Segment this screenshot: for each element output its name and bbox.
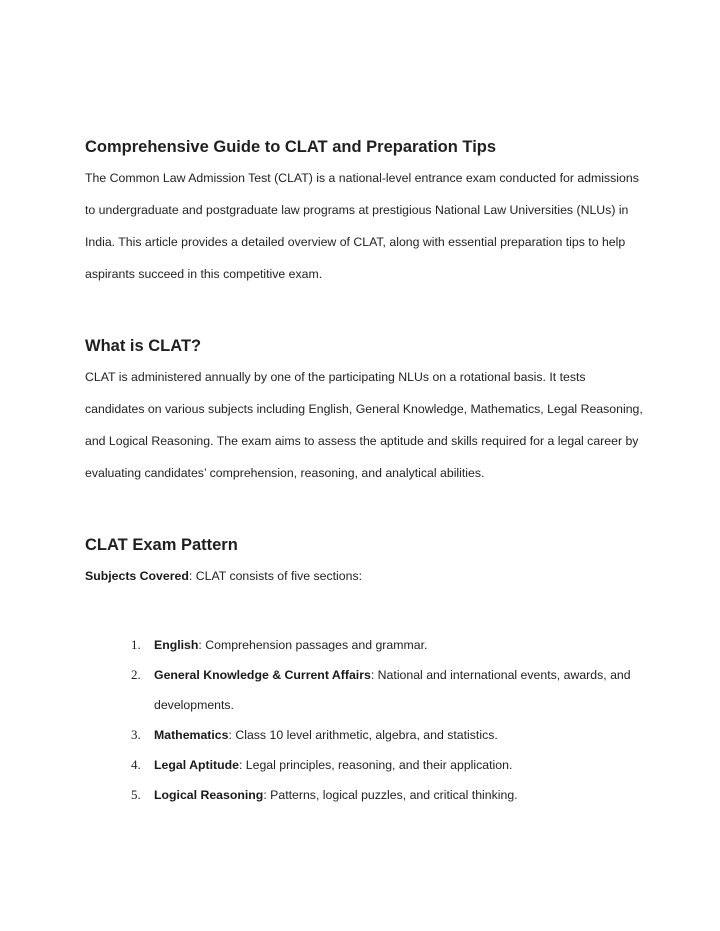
list-number: 1. — [131, 637, 141, 652]
article-title: Comprehensive Guide to CLAT and Preparation Tips — [85, 138, 497, 156]
list-item — [85, 750, 645, 780]
what-is-clat-paragraph: CLAT is administered annually by one of the participating NLUs on a rotational basis. It tests candidates on various subjects including English, General Knowledge, Mathematics, Legal Reasoning, and Logical Reasoning. The exam aims to assess the aptitude and skills required for a legal career by evaluating candidates’ comprehension, reasoning, and analytical abilities. — [85, 370, 643, 480]
subjects-covered-paragraph — [85, 560, 645, 592]
list-number: 2. — [131, 667, 141, 682]
section-description: : Legal principles, reasoning, and their application. — [238, 758, 513, 772]
document-page — [85, 136, 645, 810]
section-name: Mathematics — [154, 728, 229, 742]
subjects-covered-label: Subjects Covered — [85, 569, 189, 583]
section-name: Logical Reasoning — [154, 788, 264, 802]
list-item — [85, 720, 645, 750]
section-description: : Comprehension passages and grammar. — [198, 638, 428, 652]
section-name: Legal Aptitude — [154, 758, 239, 772]
section-description: : National and international events, awards, and developments. — [154, 668, 631, 712]
list-number: 3. — [131, 727, 141, 742]
section-description: : Patterns, logical puzzles, and critical thinking. — [263, 788, 518, 802]
what-is-clat-heading: What is CLAT? — [85, 337, 202, 355]
list-item — [85, 780, 645, 810]
intro-paragraph: The Common Law Admission Test (CLAT) is a national-level entrance exam conducted for admissions to undergraduate and postgraduate law programs at prestigious National Law Universities (NLUs) in India. This article provides a detailed overview of CLAT, along with essential preparation tips to help aspirants succeed in this competitive exam. — [85, 171, 639, 281]
section-name: English — [154, 638, 199, 652]
section-name: General Knowledge & Current Affairs — [154, 668, 371, 682]
list-item — [85, 630, 645, 660]
list-number: 5. — [131, 787, 141, 802]
sections-list — [85, 630, 645, 810]
list-item — [85, 660, 645, 720]
section-description: : Class 10 level arithmetic, algebra, and statistics. — [228, 728, 498, 742]
list-number: 4. — [131, 757, 141, 772]
subjects-covered-text: : CLAT consists of five sections: — [188, 569, 363, 583]
exam-pattern-heading: CLAT Exam Pattern — [85, 536, 238, 554]
